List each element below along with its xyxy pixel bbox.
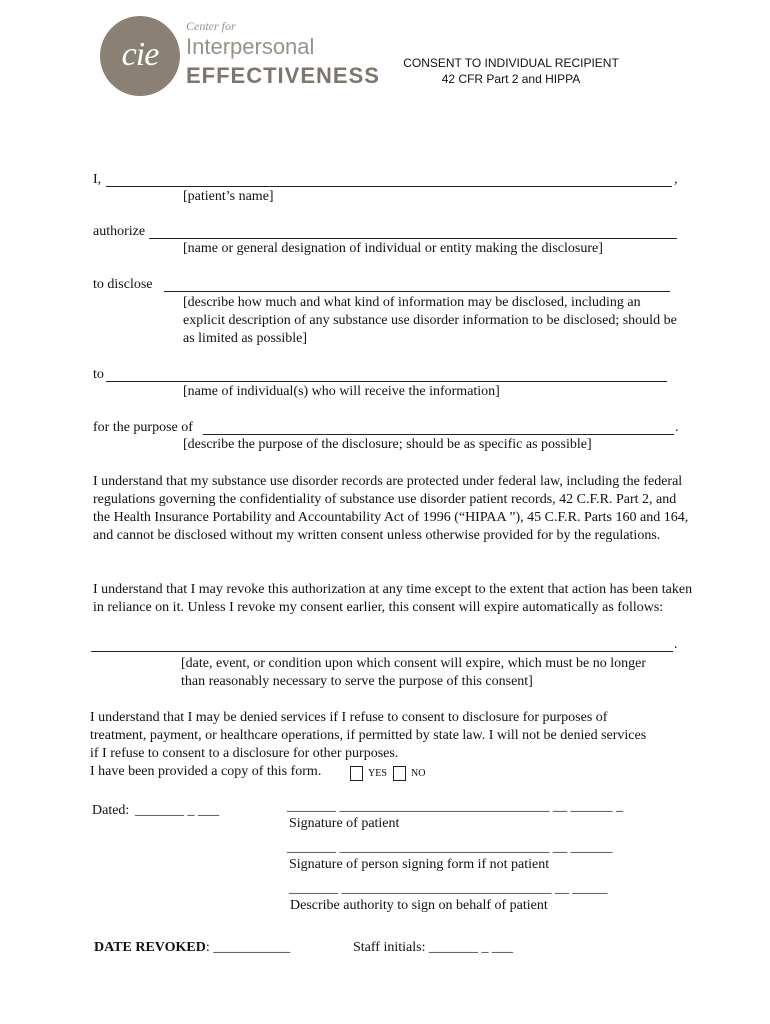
authorize-label: authorize bbox=[93, 224, 146, 239]
yes-checkbox[interactable] bbox=[350, 766, 363, 781]
organization-logo bbox=[100, 16, 380, 98]
disclose-hint: [describe how much and what kind of information may be disclosed, including an explicit description of any substance use disorder information to be disclosed; should be as limited as possible] bbox=[183, 295, 677, 346]
staff-initials bbox=[353, 940, 513, 956]
patient-hint: [patient’s name] bbox=[183, 189, 274, 204]
staff-initials-label: Staff initials: bbox=[353, 940, 426, 955]
no-checkbox[interactable] bbox=[393, 766, 406, 781]
discloser-hint: [name or general designation of individual or entity making the disclosure] bbox=[183, 241, 603, 256]
form-title: CONSENT TO INDIVIDUAL RECIPIENT bbox=[403, 56, 619, 70]
logo-line3: EFFECTIVENESS bbox=[186, 63, 380, 88]
yes-label: YES bbox=[368, 768, 387, 779]
staff-initials-field[interactable]: _______ _ ___ bbox=[428, 940, 513, 955]
no-label: NO bbox=[411, 768, 426, 779]
logo-line1: Center for bbox=[186, 19, 236, 33]
expire-trail: . bbox=[674, 637, 678, 652]
date-revoked-label: DATE REVOKED bbox=[94, 940, 206, 955]
purpose-trail: . bbox=[675, 420, 679, 435]
signer-signature-caption: Signature of person signing form if not patient bbox=[289, 857, 550, 872]
purpose-field[interactable] bbox=[203, 434, 674, 435]
logo-monogram: cie bbox=[121, 36, 159, 73]
patient-signature-line[interactable]: _______ ______________________________ __ ______ _ bbox=[287, 799, 623, 814]
purpose-label: for the purpose of bbox=[93, 420, 193, 435]
form-subtitle: 42 CFR Part 2 and HIPPA bbox=[441, 72, 581, 86]
authority-line[interactable]: _______ ______________________________ __ _____ bbox=[289, 881, 608, 896]
patient-label: I, bbox=[93, 172, 102, 187]
recipient-field[interactable] bbox=[106, 381, 667, 382]
dated-field[interactable]: _______ _ ___ bbox=[135, 803, 219, 818]
patient-name-field[interactable] bbox=[106, 186, 672, 187]
disclose-label: to disclose bbox=[93, 277, 153, 292]
date-revoked-field[interactable]: ___________ bbox=[213, 940, 291, 955]
authority-caption: Describe authority to sign on behalf of patient bbox=[290, 898, 548, 913]
copy-provided-label: I have been provided a copy of this form. bbox=[90, 764, 322, 779]
patient-trail: , bbox=[674, 172, 678, 187]
recipient-hint: [name of individual(s) who will receive the information] bbox=[183, 384, 500, 399]
expire-field[interactable] bbox=[91, 651, 673, 652]
recipient-label: to bbox=[93, 367, 104, 382]
expire-hint: [date, event, or condition upon which consent will expire, which must be no longer than reasonably necessary to serve the purpose of this consent] bbox=[181, 656, 647, 689]
patient-signature-caption: Signature of patient bbox=[289, 816, 400, 831]
dated-label: Dated: bbox=[92, 803, 130, 818]
signer-signature-line[interactable]: _______ ______________________________ __ ______ bbox=[287, 840, 613, 855]
purpose-hint: [describe the purpose of the disclosure; should be as specific as possible] bbox=[183, 437, 592, 452]
date-revoked bbox=[94, 940, 290, 956]
denied-services-paragraph: I understand that I may be denied services if I refuse to consent to disclosure for purposes of treatment, payment, or healthcare operations, if permitted by state law. I will not be denied services if I refuse to consent to a disclosure for other purposes. bbox=[90, 710, 647, 761]
federal-law-paragraph: I understand that my substance use disorder records are protected under federal law, including the federal regulations governing the confidentiality of substance use disorder patient records, 42 C.F.R. Part 2, and the Health Insurance Portability and Accountability Act of 1996 (“HIPAA ”), 45 C.F.R. Parts 160 and 164, and cannot be disclosed without my written consent unless otherwise provided for by the regulations. bbox=[93, 474, 689, 543]
disclose-field[interactable] bbox=[164, 291, 670, 292]
revoke-paragraph: I understand that I may revoke this authorization at any time except to the extent that action has been taken in reliance on it. Unless I revoke my consent earlier, this consent will expire automatically as follows: bbox=[93, 582, 693, 615]
date-revoked-colon: : bbox=[205, 940, 210, 955]
discloser-field[interactable] bbox=[149, 238, 677, 239]
logo-line2: Interpersonal bbox=[186, 34, 315, 59]
